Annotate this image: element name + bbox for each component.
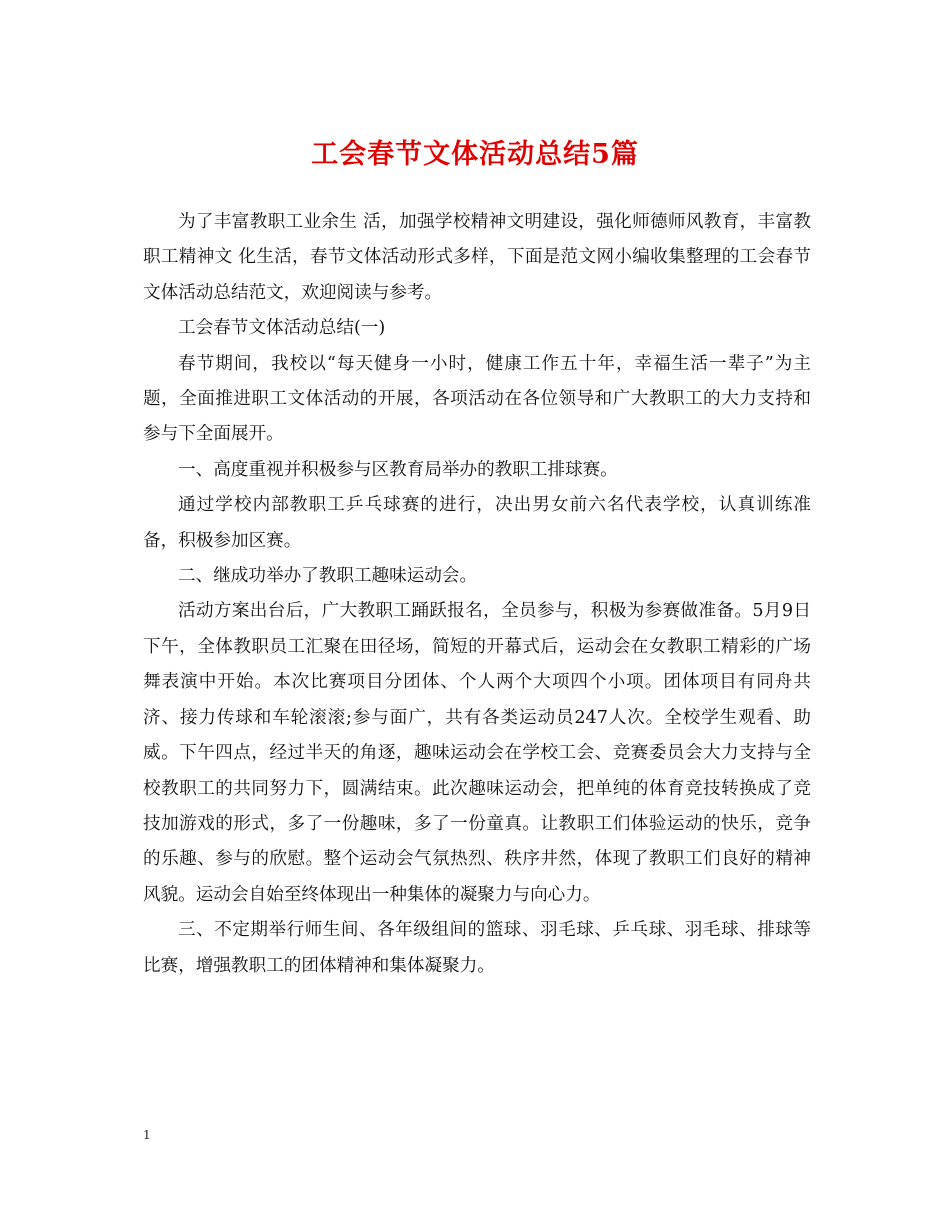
paragraph-intro: 为了丰富教职工业余生 活，加强学校精神文明建设，强化师德师风教育，丰富教职工精神文 化生活，春节文体活动形式多样，下面是范文网小编收集整理的工会春节文体活动总结范文，欢迎阅读与参考。 [143, 212, 811, 303]
paragraph-point-three: 三、不定期举行师生间、各年级组间的篮球、羽毛球、乒乓球、羽毛球、排球等比赛，增强教职工的团体精神和集体凝聚力。 [143, 920, 811, 976]
section-heading-summary-one: 工会春节文体活动总结(一) [178, 318, 386, 339]
document-body [143, 205, 811, 984]
paragraph-theme: 春节期间，我校以“每天健身一小时，健康工作五十年，幸福生活一辈子”为主题，全面推进职工文体活动的开展，各项活动在各位领导和广大教职工的大力支持和参与下全面展开。 [143, 353, 811, 445]
paragraph-sports-meet: 活动方案出台后，广大教职工踊跃报名，全员参与，积极为参赛做准备。5月9日下午，全体教职员工汇聚在田径场，简短的开幕式后，运动会在女教职工精彩的广场舞表演中开始。本次比赛项目分团体、个人两个大项四个小项。团体项目有同舟共济、接力传球和车轮滚滚;参与面广，共有各类运动员247人次。全校学生观看、助威。下午四点，经过半天的角逐，趣味运动会在学校工会、竞赛委员会大力支持与全校教职工的共同努力下，圆满结束。此次趣味运动会，把单纯的体育竞技转换成了竞技加游戏的形式，多了一份趣味，多了一份童真。让教职工们体验运动的快乐，竞争的乐趣、参与的欣慰。整个运动会气氛热烈、秩序井然，体现了教职工们良好的精神风貌。运动会自始至终体现出一种集体的凝聚力与向心力。 [143, 601, 811, 905]
paragraph-point-one: 一、高度重视并积极参与区教育局举办的教职工排球赛。 [178, 459, 618, 480]
paragraph-point-two: 二、继成功举办了教职工趣味运动会。 [178, 566, 478, 587]
paragraph-table-tennis: 通过学校内部教职工乒乓球赛的进行，决出男女前六名代表学校，认真训练准备，积极参加区赛。 [143, 495, 811, 551]
page-number: 1 [143, 1128, 151, 1142]
page-title: 工会春节文体活动总结5篇 [311, 139, 639, 170]
